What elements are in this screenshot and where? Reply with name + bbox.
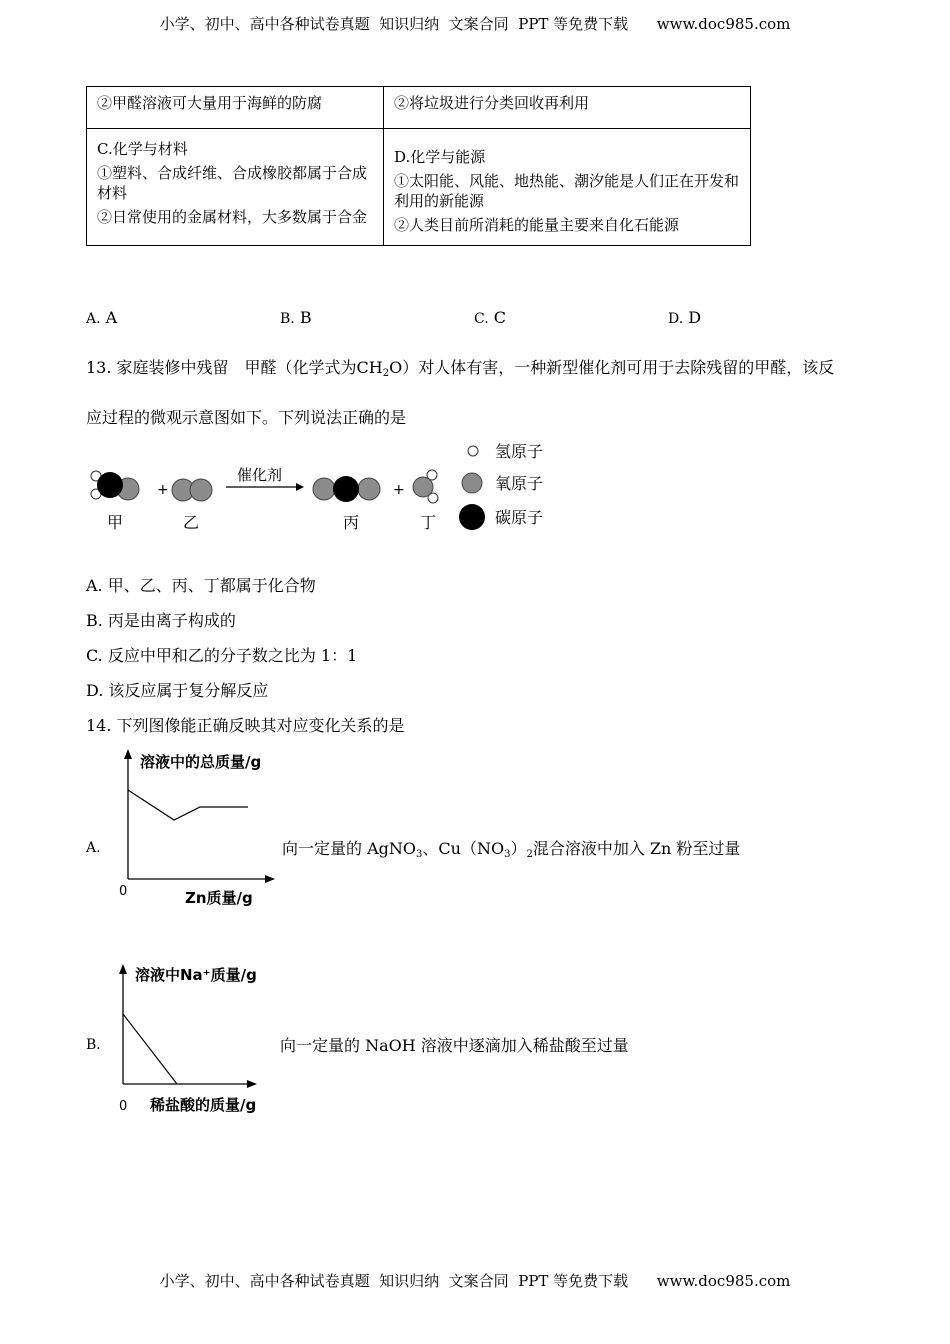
q14-a-letter: A. — [86, 840, 101, 856]
cell-b2: ②甲醛溶液可大量用于海鲜的防腐 — [87, 87, 384, 129]
graph-b-origin: 0 — [119, 1099, 128, 1114]
plus-sign: + — [393, 482, 405, 498]
q14-b-description: 向一定量的 NaOH 溶液中逐滴加入稀盐酸至过量 — [280, 1036, 629, 1055]
q13-stem-line2: 应过程的微观示意图如下。下列说法正确的是 — [86, 408, 407, 427]
molecule-ding — [413, 470, 438, 503]
cell-c — [87, 129, 384, 246]
graph-a-curve — [128, 790, 248, 820]
plus-sign: + — [157, 482, 169, 498]
legend — [459, 442, 543, 530]
legend-hydrogen: 氢原子 — [495, 442, 544, 461]
d-item-1: ①太阳能、风能、地热能、潮汐能是人们正在开发和利用的新能源 — [394, 172, 740, 210]
label-yi: 乙 — [183, 513, 200, 532]
legend-carbon: 碳原子 — [495, 508, 544, 527]
legend-oxygen: 氧原子 — [495, 474, 544, 493]
graph-a — [110, 745, 290, 915]
molecule-bing — [313, 476, 380, 502]
graph-a-xlabel: Zn质量/g — [185, 889, 253, 907]
reaction-arrow — [226, 483, 304, 491]
page-footer: 小学、初中、高中各种试卷真题 知识归纳 文案合同 PPT 等免费下载 www.doc985.com — [159, 1272, 791, 1290]
cell-d2-top: ②将垃圾进行分类回收再利用 — [384, 87, 751, 129]
q12-option-c: C. C — [474, 308, 507, 327]
graph-b — [110, 958, 290, 1118]
c-item-1: ①塑料、合成纤维、合成橡胶都属于合成材料 — [97, 164, 368, 202]
q13-option-a: A. 甲、乙、丙、丁都属于化合物 — [86, 576, 316, 595]
label-jia: 甲 — [107, 513, 124, 532]
c-item-2: ②日常使用的金属材料，大多数属于合金 — [97, 208, 368, 226]
graph-a-ylabel: 溶液中的总质量/g — [140, 753, 262, 771]
label-bing: 丙 — [343, 513, 360, 532]
graph-a-origin: 0 — [119, 884, 128, 899]
q13-option-b: B. 丙是由离子构成的 — [86, 611, 236, 630]
q12-option-b: B. B — [280, 308, 312, 327]
d-title: D.化学与能源 — [394, 148, 486, 166]
q13-option-c: C. 反应中甲和乙的分子数之比为 1：1 — [86, 646, 358, 665]
graph-b-curve — [123, 1014, 177, 1084]
page-header: 小学、初中、高中各种试卷真题 知识归纳 文案合同 PPT 等免费下载 www.doc985.com — [159, 15, 791, 33]
reaction-diagram — [80, 436, 580, 536]
q14-b-letter: B. — [86, 1037, 101, 1053]
q13-option-d: D. 该反应属于复分解反应 — [86, 681, 269, 700]
c-title: C.化学与材料 — [97, 140, 188, 158]
q14-stem: 14. 下列图像能正确反映其对应变化关系的是 — [86, 716, 405, 735]
graph-b-xlabel: 稀盐酸的质量/g — [150, 1096, 257, 1114]
d-item-2: ②人类目前所消耗的能量主要来自化石能源 — [394, 216, 680, 234]
q12-option-d: D. D — [668, 308, 702, 327]
q12-table — [86, 86, 751, 246]
label-ding: 丁 — [420, 513, 437, 532]
q13-stem-line1: 13. 家庭装修中残留 甲醛（化学式为$CH_2O$）对人体有害，一种新型催化剂可用于去除残留的甲醛，该反 — [86, 358, 835, 379]
molecule-jia — [91, 471, 139, 500]
cell-d — [384, 129, 751, 246]
catalyst-label: 催化剂 — [237, 466, 283, 484]
q12-option-a: A. A — [86, 308, 118, 327]
q14-a-description: 向一定量的 AgNO$_3$、$Cu(NO_3)_2$混合溶液中加入 Zn 粉至过量 — [282, 839, 741, 860]
molecule-yi — [172, 479, 212, 501]
graph-b-ylabel: 溶液中Na⁺质量/g — [135, 966, 257, 984]
